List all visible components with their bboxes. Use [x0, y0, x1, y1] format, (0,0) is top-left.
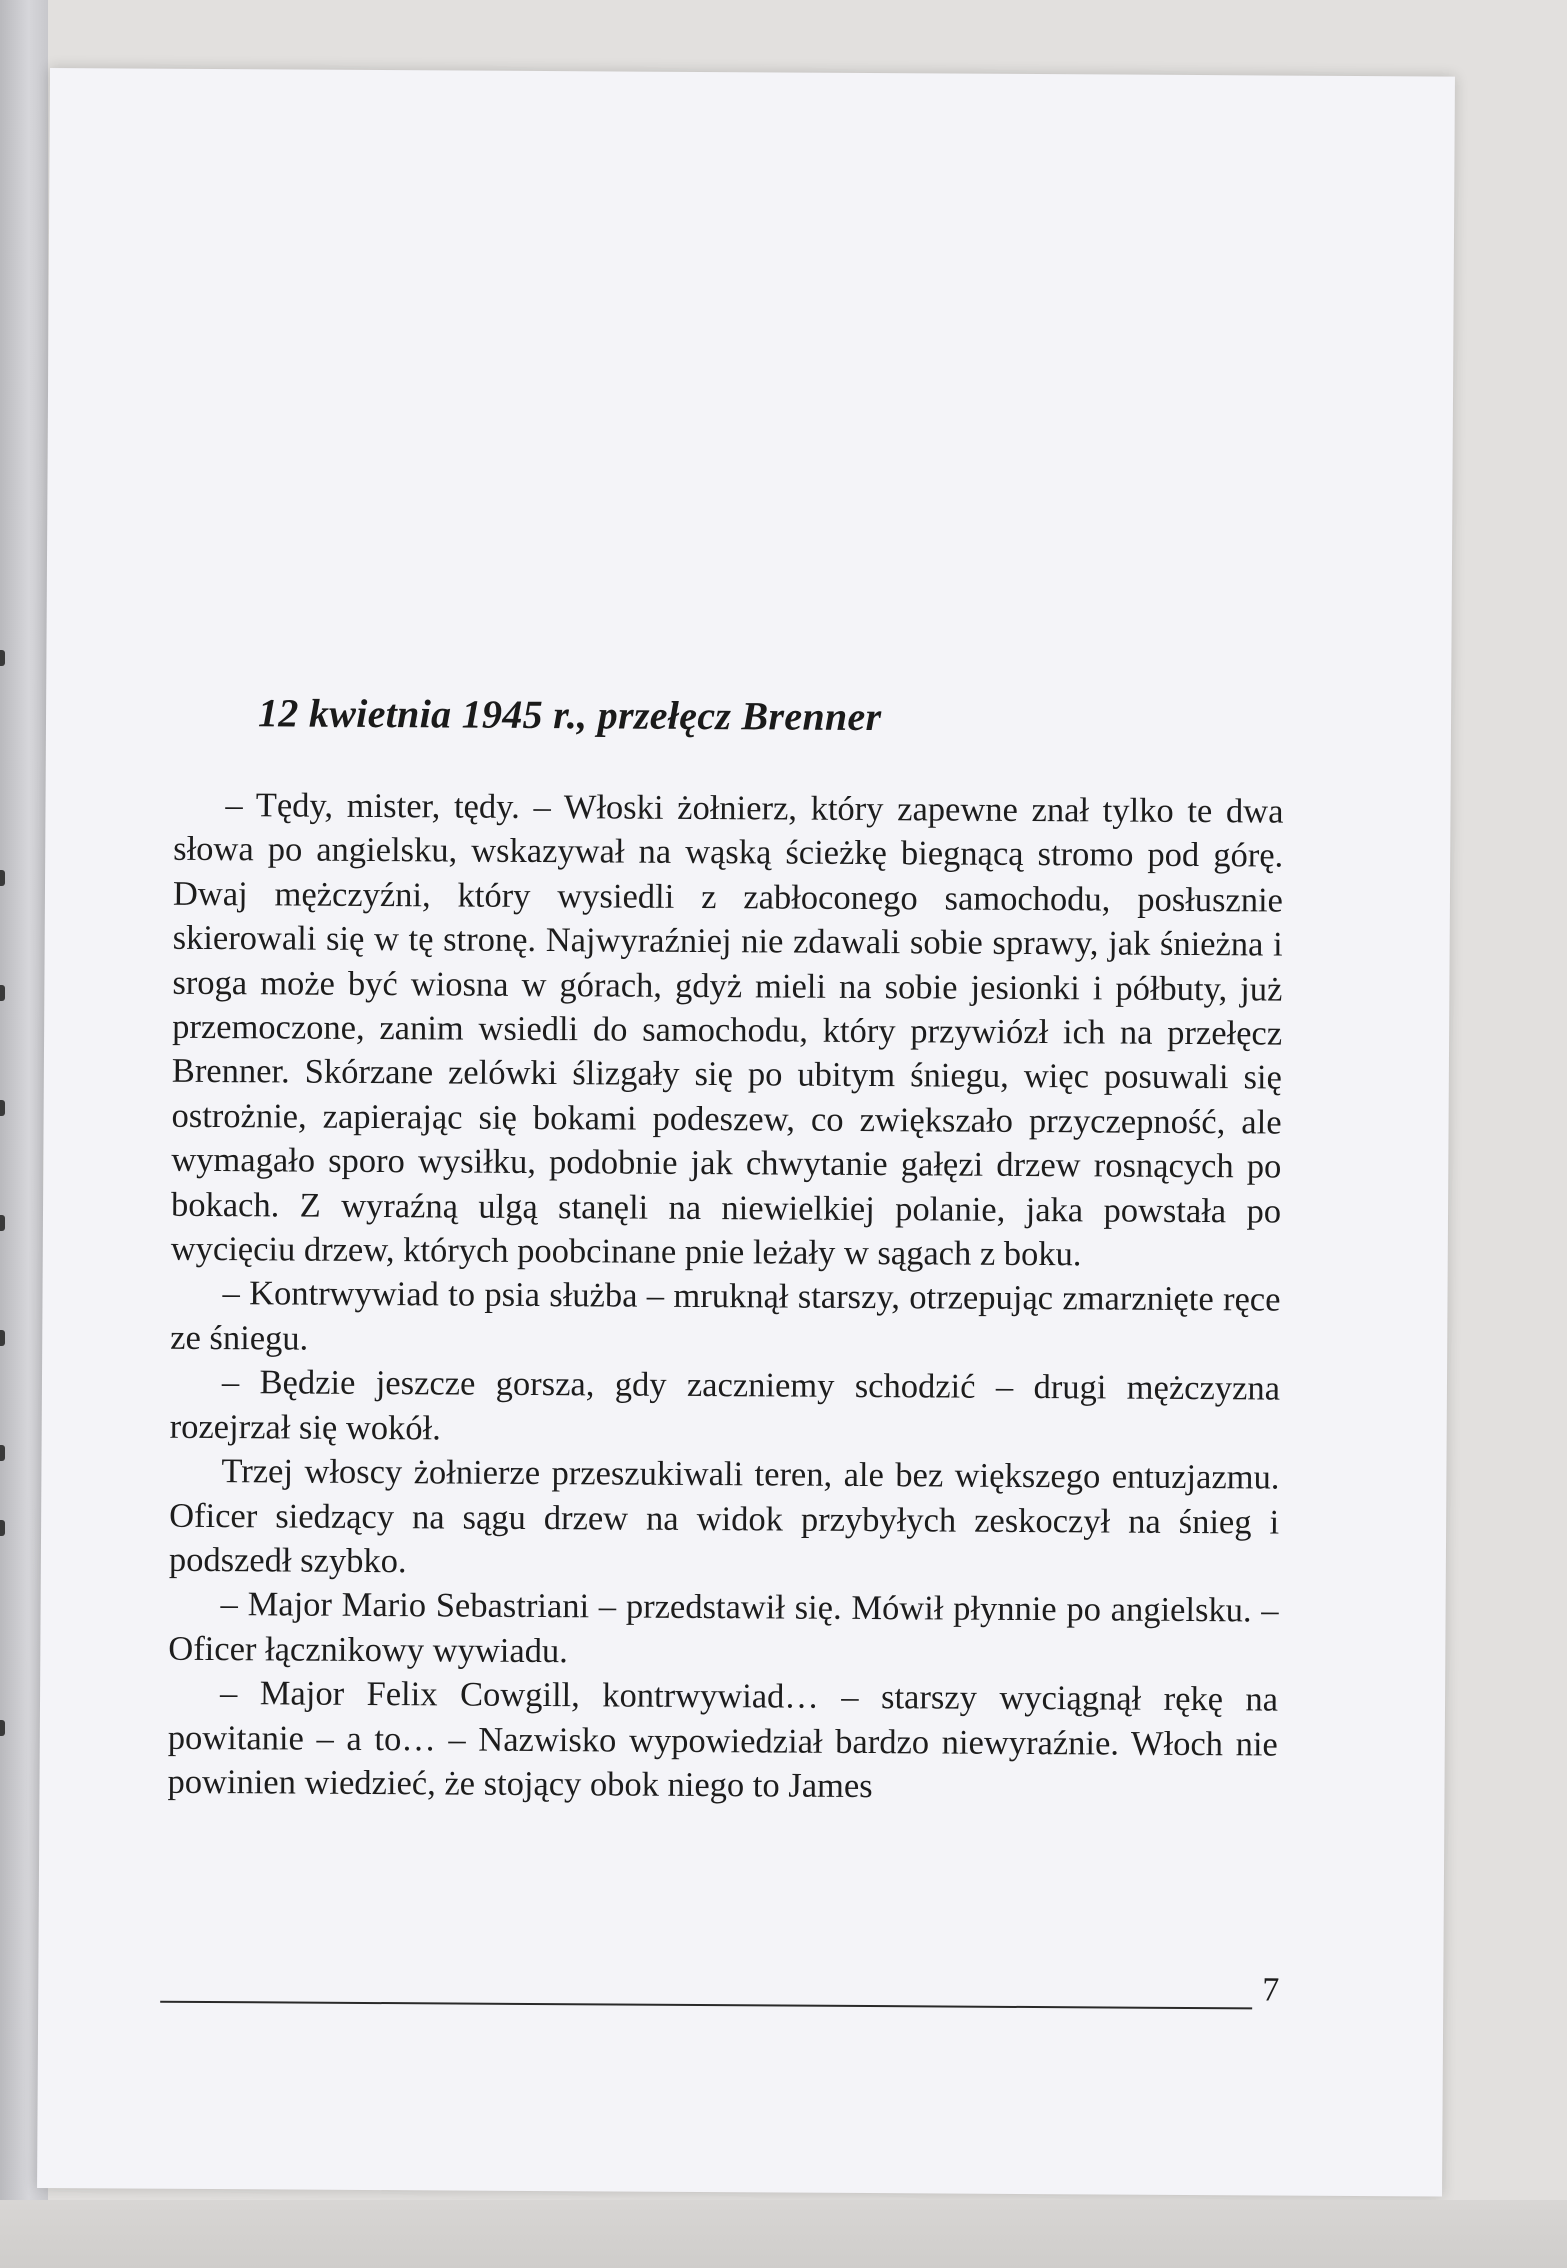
- paragraph: – Będzie jeszcze gorsza, gdy zaczniemy schodzić – drugi mężczyzna rozejrzał się wokół.: [169, 1363, 1281, 1448]
- paragraph: – Major Mario Sebastriani – przedstawił się. Mówił płynnie po angielsku. – Oficer łącznikowy wywiadu.: [168, 1585, 1279, 1670]
- paragraph: – Major Felix Cowgill, kontrwywiad… – starszy wyciągnął rękę na powitanie – a to… – Nazwisko wypowiedział bardzo niewyraźnie. Włoch nie powinien wiedzieć, że stojący obok niego to James: [167, 1674, 1279, 1805]
- book-page: [37, 68, 1455, 2197]
- edge-mark: [0, 1445, 5, 1461]
- edge-mark: [0, 1100, 5, 1116]
- edge-mark: [0, 1520, 5, 1536]
- edge-mark: [0, 870, 5, 886]
- table-surface: [0, 2200, 1567, 2268]
- paragraph: Trzej włoscy żołnierze przeszukiwali teren, ale bez większego entuzjazmu. Oficer siedzący na sągu drzew na widok przybyłych zeskoczył na śnieg i podszedł szybko.: [168, 1452, 1280, 1581]
- footer-rule: [160, 2001, 1252, 2010]
- chapter-title: 12 kwietnia 1945 r., przełęcz Brenner: [257, 690, 882, 740]
- page-body-text: [167, 783, 1283, 1811]
- edge-mark: [0, 985, 5, 1001]
- edge-mark: [0, 1720, 5, 1736]
- page-number: 7: [1262, 1971, 1280, 2009]
- paragraph: – Kontrwywiad to psia służba – mruknął starszy, otrzepując zmarznięte ręce ze śniegu.: [170, 1274, 1281, 1358]
- edge-mark: [0, 1215, 5, 1231]
- edge-mark: [0, 1330, 5, 1346]
- edge-mark: [0, 650, 5, 666]
- paragraph: – Tędy, mister, tędy. – Włoski żołnierz, który zapewne znał tylko te dwa słowa po angielsku, wskazywał na wąską ścieżkę biegnącą stromo pod górę. Dwaj mężczyźni, który wysiedli z zabłoconego samochodu, posłusznie skierowali się w tę stronę. Najwyraźniej nie zdawali sobie sprawy, jak śnieżna i sroga może być wiosna w górach, gdyż mieli na sobie jesionki i półbuty, już przemoczone, zanim wsiedli do samochodu, który przywiózł ich na przełęcz Brenner. Skórzane zelówki ślizgały się po ubitym śniegu, więc posuwali się ostrożnie, zapierając się bokami podeszew, co zwiększało przyczepność, ale wymagało sporo wysiłku, podobnie jak chwytanie gałęzi drzew rosnących po bokach. Z wyraźną ulgą stanęli na niewielkiej polanie, jaka powstała po wycięciu drzew, których poobcinane pnie leżały w sągach z boku.: [170, 786, 1284, 1274]
